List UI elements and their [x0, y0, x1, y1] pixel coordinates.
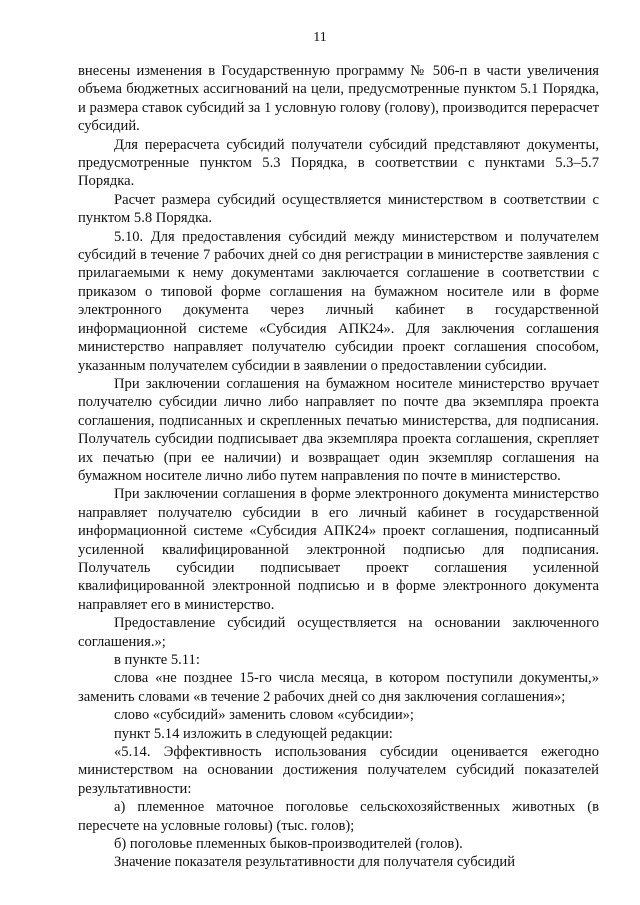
paragraph-point-5-11: в пункте 5.11: — [114, 652, 200, 668]
list-item-b: б) поголовье племенных быков-производителей (голов). — [114, 836, 463, 853]
paragraph-5-10: 5.10. Для предоставления субсидий между министерством и получателем субсидий в течение 7 рабочих дней со дня регистрации в министерстве заявления с прилагаемыми к нему документами заключается соглашение в соответствии с приказом о типовой форме соглашения на бумажном носителе или в форме электронного документа через личный кабинет в государственной информационной системе «Субсидия АПК24». Для заключения соглашения министерство направляет получателю субсидии проект соглашения способом, указанным получателем субсидии в заявлении о предоставлении субсидии. — [78, 228, 599, 374]
paragraph-electronic-agreement: При заключении соглашения в форме электронного документа министерство направляет получателю субсидии в его личный кабинет в государственной информационной системе «Субсидия АПК24» проект соглашения, подписанный усиленной квалифицированной электронной подписью для подписания. Получатель субсидии подписывает проект соглашения усиленной квалифицированной электронной подписью и в форме электронного документа направляет его в министерство. — [78, 486, 599, 613]
paragraph-recalculation-intro: внесены изменения в Государственную программу № 506-п в части увеличения объема бюджетных ассигнований на цели, предусмотренные пунктом 5.1 Порядка, и размера ставок субсидий за 1 условную голову (голову), производится перерасчет субсидий. — [78, 63, 599, 135]
paragraph-calculation: Расчет размера субсидий осуществляется министерством в соответствии с пунктом 5.8 Порядка. — [78, 191, 599, 227]
list-item-a: а) племенное маточное поголовье сельскохозяйственных животных (в пересчете на условные головы) (тыс. голов); — [78, 799, 599, 834]
page-number: 11 — [313, 30, 327, 45]
paragraph-indicator-value: Значение показателя результативности для получателя субсидий — [114, 854, 516, 871]
paragraph-subsidy-basis: Предоставление субсидий осуществляется на основании заключенного соглашения.»; — [78, 615, 599, 650]
paragraph-5-14-text: «5.14. Эффективность использования субсидии оценивается ежегодно министерством на основании достижения получателем субсидий показателей результативности: — [78, 744, 599, 797]
paragraph-replace-words: слова «не позднее 15-го числа месяца, в котором поступили документы,» заменить словами «в течение 2 рабочих дней со дня заключения соглашения»; — [78, 670, 599, 705]
document-body — [78, 62, 599, 872]
paragraph-point-5-14: пункт 5.14 изложить в следующей редакции: — [114, 725, 393, 742]
paragraph-paper-agreement: При заключении соглашения на бумажном носителе министерство вручает получателю субсидии лично либо направляет по почте два экземпляра проекта соглашения, подписанных и скрепленных печатью министерства, для подписания. Получатель субсидии подписывает два экземпляра проекта соглашения, скрепляет их печатью (при ее наличии) и возвращает один экземпляр соглашения на бумажном носителе лично либо путем направления по почте в министерство. — [78, 375, 599, 484]
paragraph-recalculation-documents: Для перерасчета субсидий получатели субсидий представляют документы, предусмотренные пунктом 5.3 Порядка, в соответствии с пунктами 5.3–5.7 Порядка. — [78, 136, 599, 190]
paragraph-replace-word: слово «субсидий» заменить словом «субсидии»; — [114, 707, 414, 724]
